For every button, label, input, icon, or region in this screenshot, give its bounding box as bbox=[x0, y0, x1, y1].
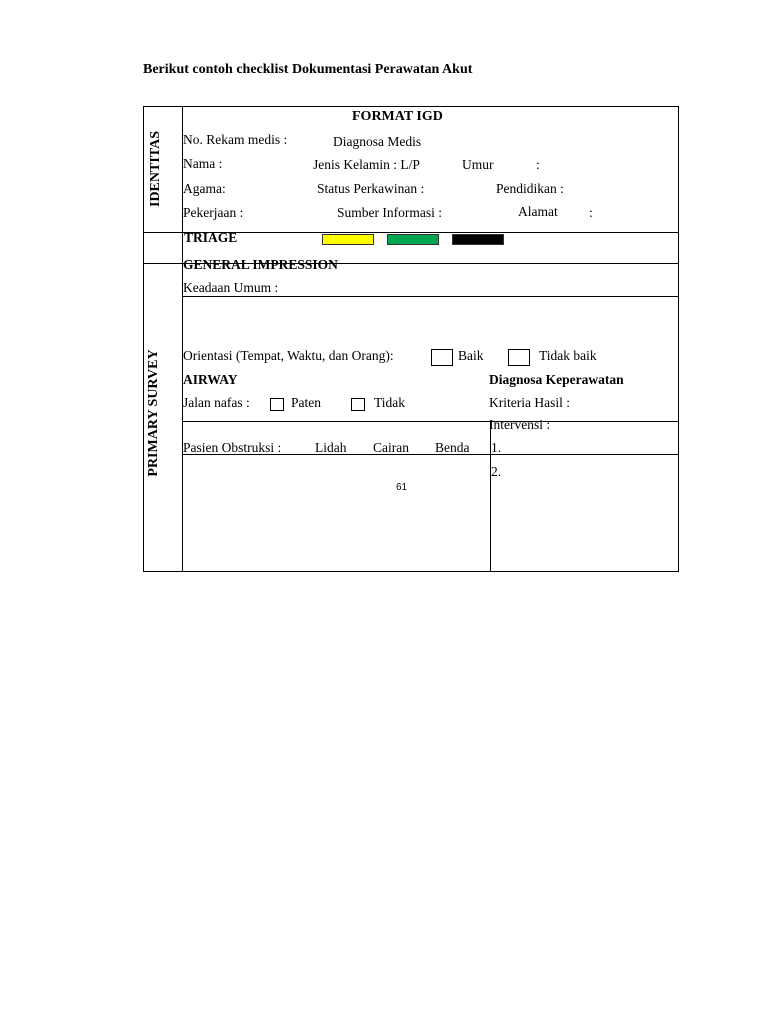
label-pasien-obstruksi: Pasien Obstruksi : bbox=[183, 440, 282, 455]
label-umur: Umur bbox=[462, 157, 494, 172]
label-status-perkawinan: Status Perkawinan : bbox=[317, 181, 425, 196]
label-nama: Nama : bbox=[183, 156, 223, 171]
label-agama: Agama: bbox=[183, 181, 226, 196]
label-umur-colon: : bbox=[536, 157, 540, 172]
label-jenis-kelamin: Jenis Kelamin : L/P bbox=[313, 157, 420, 172]
label-no-rekam-medis: No. Rekam medis : bbox=[183, 132, 288, 147]
label-pekerjaan: Pekerjaan : bbox=[183, 205, 244, 220]
checkbox-baik[interactable] bbox=[431, 349, 453, 366]
intervensi-item-1: 1. bbox=[491, 440, 502, 455]
form-title: FORMAT IGD bbox=[352, 109, 443, 124]
label-kriteria-hasil: Kriteria Hasil : bbox=[489, 395, 570, 410]
label-alamat-colon: : bbox=[589, 205, 593, 220]
side-label-primary-survey: PRIMARY SURVEY bbox=[146, 349, 161, 477]
triage-yellow-swatch[interactable] bbox=[322, 234, 374, 245]
page-number: 61 bbox=[396, 482, 408, 493]
triage-black-swatch[interactable] bbox=[452, 234, 504, 245]
label-diagnosa-medis: Diagnosa Medis bbox=[333, 134, 422, 149]
label-pendidikan: Pendidikan : bbox=[496, 181, 564, 196]
checkbox-tidak[interactable] bbox=[351, 398, 365, 411]
label-alamat: Alamat bbox=[518, 204, 558, 219]
igd-form-frame bbox=[143, 106, 679, 572]
checkbox-paten[interactable] bbox=[270, 398, 284, 411]
divider-keadaan-umum bbox=[183, 296, 679, 297]
label-cairan: Cairan bbox=[373, 440, 409, 455]
divider-airway-intervensi bbox=[183, 421, 679, 422]
label-keadaan-umum: Keadaan Umum : bbox=[183, 280, 279, 295]
side-column-divider bbox=[182, 106, 183, 572]
side-label-identitas: IDENTITAS bbox=[148, 131, 163, 207]
label-diagnosa-keperawatan: Diagnosa Keperawatan bbox=[489, 372, 624, 387]
label-lidah: Lidah bbox=[315, 440, 347, 455]
intervensi-item-2: 2. bbox=[491, 464, 502, 479]
label-baik: Baik bbox=[458, 348, 484, 363]
checkbox-tidak-baik[interactable] bbox=[508, 349, 530, 366]
triage-green-swatch[interactable] bbox=[387, 234, 439, 245]
label-benda: Benda bbox=[435, 440, 470, 455]
label-jalan-nafas: Jalan nafas : bbox=[183, 395, 250, 410]
label-sumber-informasi: Sumber Informasi : bbox=[337, 205, 442, 220]
label-tidak-baik: Tidak baik bbox=[539, 348, 597, 363]
label-triage: TRIAGE bbox=[184, 230, 238, 245]
label-paten: Paten bbox=[291, 395, 321, 410]
label-tidak: Tidak bbox=[374, 395, 406, 410]
label-orientasi: Orientasi (Tempat, Waktu, dan Orang): bbox=[183, 348, 394, 363]
intro-heading: Berikut contoh checklist Dokumentasi Perawatan Akut bbox=[143, 62, 473, 77]
label-intervensi: Intervensi : bbox=[489, 417, 551, 432]
label-general-impression: GENERAL IMPRESSION bbox=[183, 257, 338, 272]
label-airway: AIRWAY bbox=[183, 372, 238, 387]
